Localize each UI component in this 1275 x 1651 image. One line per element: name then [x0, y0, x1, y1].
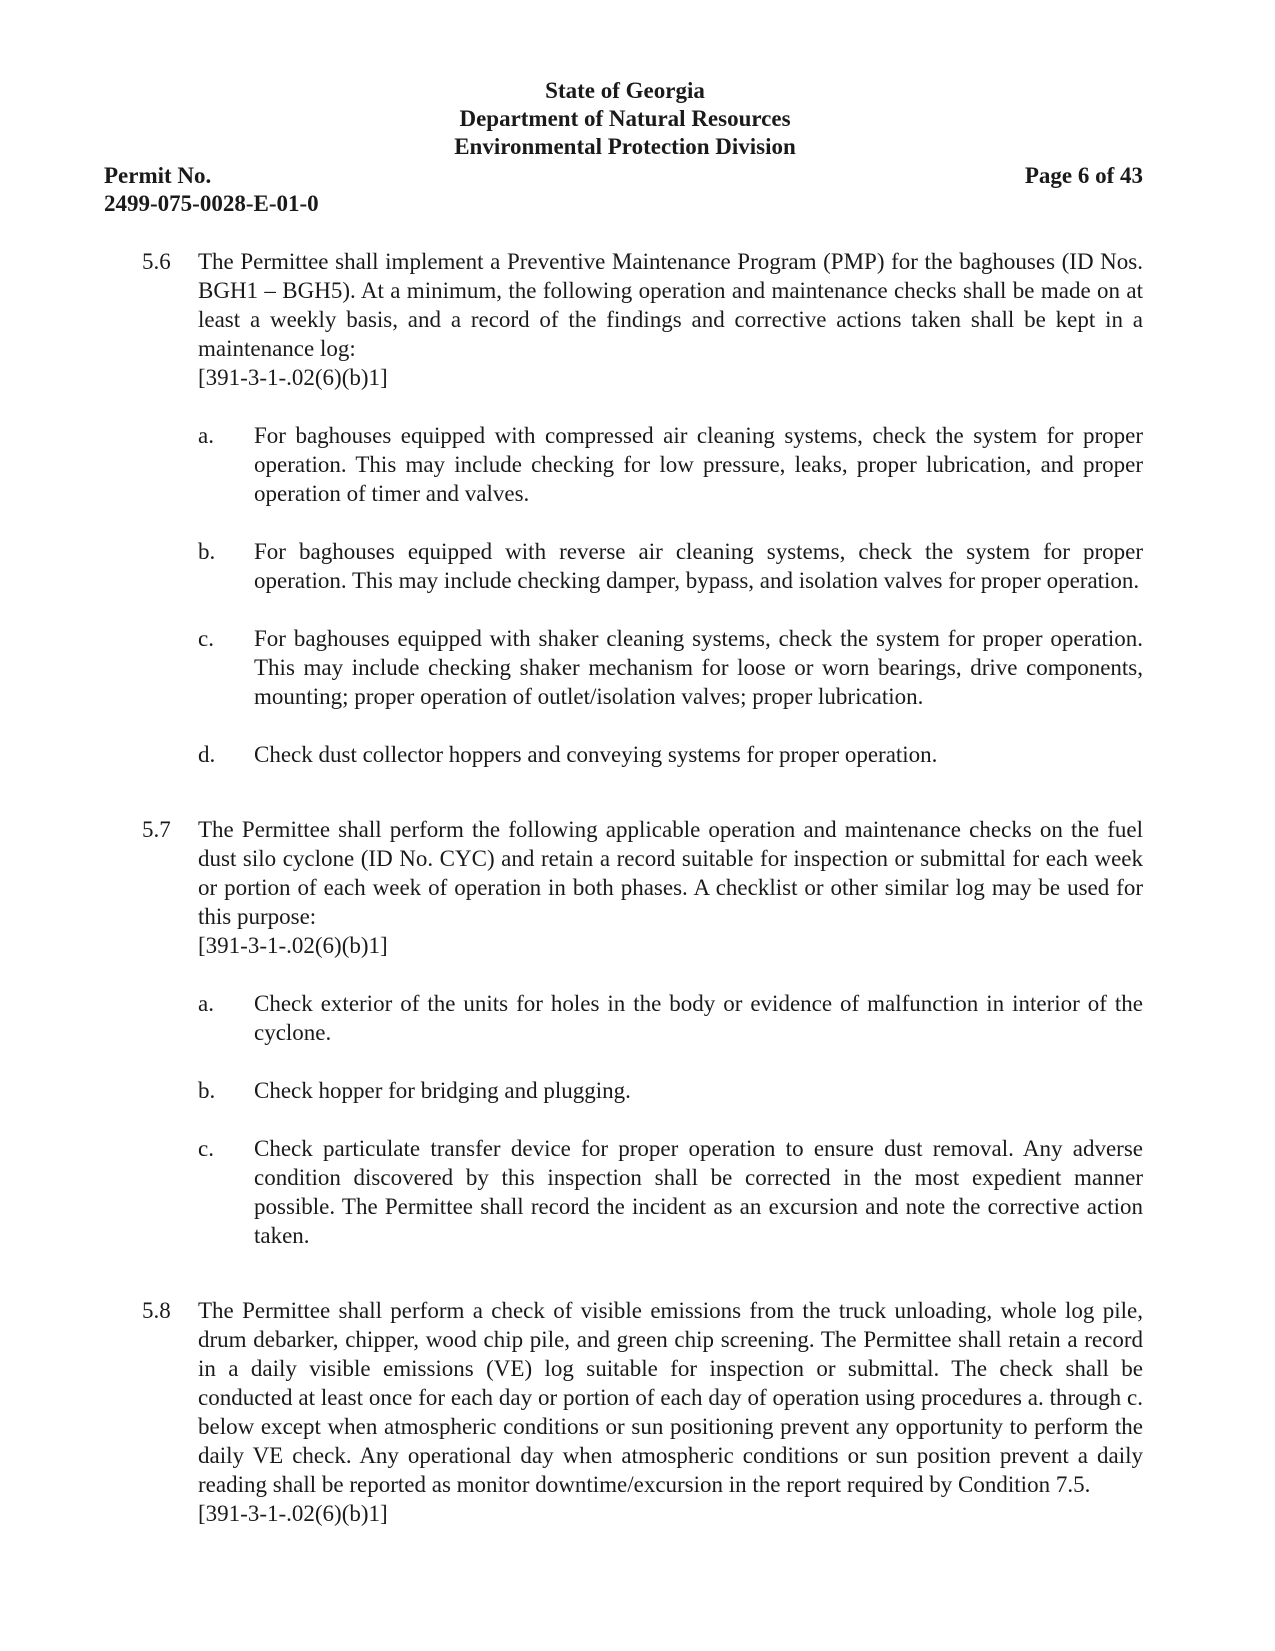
- list-item: [0, 1076, 1275, 1105]
- list-item: [0, 989, 1275, 1047]
- item-letter: d.: [198, 742, 216, 767]
- page-number: Page 6 of 43: [1024, 163, 1143, 188]
- condition-citation: [391-3-1-.02(6)(b)1]: [198, 365, 388, 390]
- list-item: [0, 1134, 1275, 1250]
- condition-number: 5.7: [142, 817, 171, 842]
- condition-citation: [391-3-1-.02(6)(b)1]: [198, 933, 388, 958]
- condition-citation: [391-3-1-.02(6)(b)1]: [198, 1501, 388, 1526]
- condition-number: 5.6: [142, 249, 171, 274]
- item-letter: a.: [198, 423, 214, 448]
- header-department: Department of Natural Resources: [459, 106, 791, 131]
- item-text: Check hopper for bridging and plugging.: [254, 1078, 631, 1103]
- document-body: [0, 247, 1275, 1550]
- list-item: [0, 624, 1275, 711]
- item-text: For baghouses equipped with reverse air cleaning systems, check the system for proper operation. This may include checking damper, bypass, and isolation valves for proper operation.: [254, 539, 1143, 593]
- item-text: For baghouses equipped with shaker cleaning systems, check the system for proper operation. This may include checking shaker mechanism for loose or worn bearings, drive components, mounting; proper operation of outlet/isolation valves; proper lubrication.: [254, 626, 1143, 709]
- header-division: Environmental Protection Division: [454, 134, 796, 159]
- list-item: [0, 740, 1275, 769]
- item-letter: a.: [198, 991, 214, 1016]
- item-text: Check dust collector hoppers and conveying systems for proper operation.: [254, 742, 938, 767]
- item-letter: c.: [198, 626, 214, 651]
- condition-5-8: [0, 1296, 1275, 1528]
- permit-label: Permit No.: [104, 163, 212, 188]
- list-item: [0, 421, 1275, 508]
- item-text: Check exterior of the units for holes in the body or evidence of malfunction in interior of the cyclone.: [254, 991, 1143, 1045]
- condition-text: The Permittee shall perform the following applicable operation and maintenance checks on the fuel dust silo cyclone (ID No. CYC) and retain a record suitable for inspection or submittal for each week or portion of each week of operation in both phases. A checklist or other similar log may be used for this purpose:: [198, 817, 1143, 929]
- item-letter: b.: [198, 539, 216, 564]
- condition-text: The Permittee shall implement a Preventive Maintenance Program (PMP) for the baghouses (ID Nos. BGH1 – BGH5). At a minimum, the following operation and maintenance checks shall be made on at least a weekly basis, and a record of the findings and corrective actions taken shall be kept in a maintenance log:: [198, 249, 1143, 361]
- condition-5-7: [0, 815, 1275, 1274]
- permit-number: 2499-075-0028-E-01-0: [104, 191, 319, 216]
- condition-text: The Permittee shall perform a check of visible emissions from the truck unloading, whole log pile, drum debarker, chipper, wood chip pile, and green chip screening. The Permittee shall retain a record in a daily visible emissions (VE) log suitable for inspection or submittal. The check shall be conducted at least once for each day or portion of each day of operation using procedures a. through c. below except when atmospheric conditions or sun positioning prevent any opportunity to perform the daily VE check. Any operational day when atmospheric conditions or sun position prevent a daily reading shall be reported as monitor downtime/excursion in the report required by Condition 7.5.: [198, 1298, 1143, 1497]
- item-text: For baghouses equipped with compressed air cleaning systems, check the system for proper operation. This may include checking for low pressure, leaks, proper lubrication, and proper operation of timer and valves.: [254, 423, 1143, 506]
- list-item: [0, 537, 1275, 595]
- item-letter: b.: [198, 1078, 216, 1103]
- item-letter: c.: [198, 1136, 214, 1161]
- condition-5-6: [0, 247, 1275, 793]
- agency-header: [0, 77, 1250, 161]
- item-text: Check particulate transfer device for proper operation to ensure dust removal. Any adverse condition discovered by this inspection shall be corrected in the most expedient manner possible. The Permittee shall record the incident as an excursion and note the corrective action taken.: [254, 1136, 1143, 1248]
- condition-number: 5.8: [142, 1298, 171, 1323]
- header-state: State of Georgia: [545, 78, 705, 103]
